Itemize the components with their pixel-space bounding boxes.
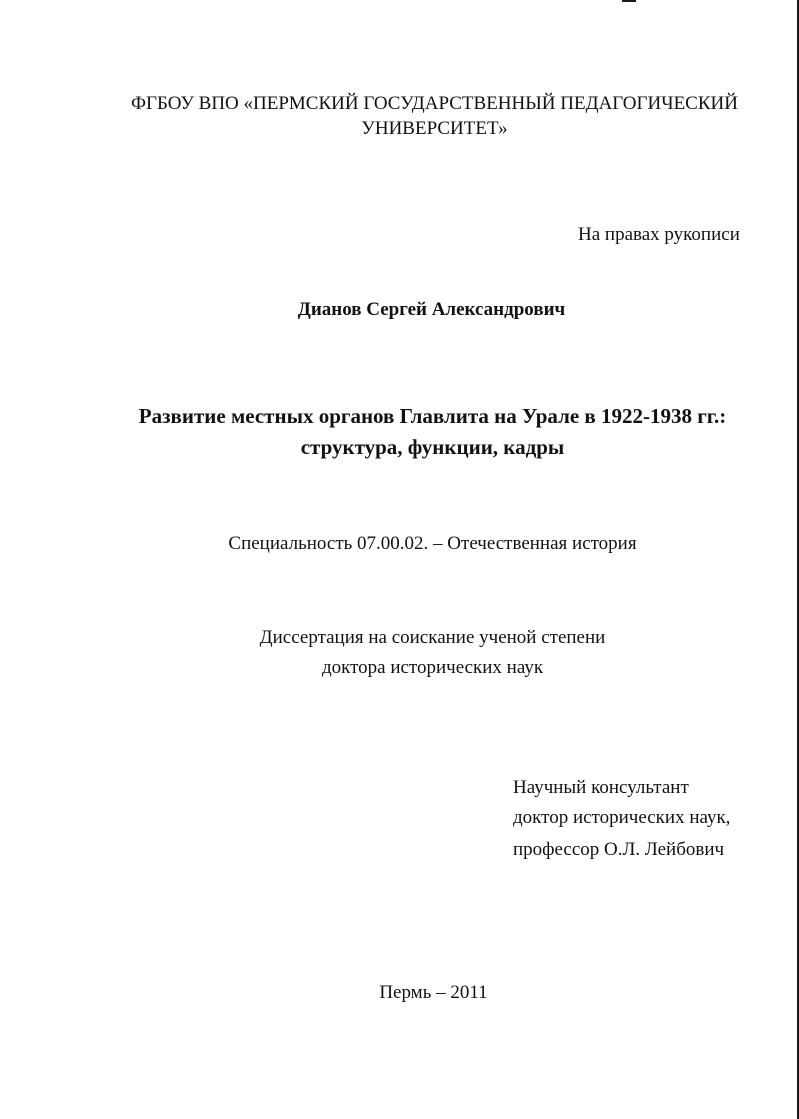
degree-line-1: Диссертация на соискание ученой степени	[259, 627, 606, 648]
degree-line-2: доктора исторических наук	[321, 657, 544, 678]
advisor-line-1: Научный консультант	[513, 777, 689, 798]
author-name: Дианов Сергей Александрович	[297, 299, 566, 320]
city-year: Пермь – 2011	[379, 982, 488, 1003]
institution-line-1: ФГБОУ ВПО «ПЕРМСКИЙ ГОСУДАРСТВЕННЫЙ ПЕДАГОГИЧЕСКИЙ	[131, 93, 738, 114]
manuscript-note: На правах рукописи	[578, 224, 740, 245]
advisor-line-3: профессор О.Л. Лейбович	[513, 839, 725, 860]
advisor-line-2: доктор исторических наук,	[513, 807, 731, 828]
specialty-line: Специальность 07.00.02. – Отечественная история	[228, 533, 637, 554]
institution-line-2: УНИВЕРСИТЕТ»	[361, 118, 508, 139]
dissertation-title-line-1: Развитие местных органов Главлита на Урале в 1922-1938 гг.:	[138, 404, 727, 428]
scan-mark	[622, 0, 636, 2]
dissertation-title-line-2: структура, функции, кадры	[300, 435, 565, 459]
